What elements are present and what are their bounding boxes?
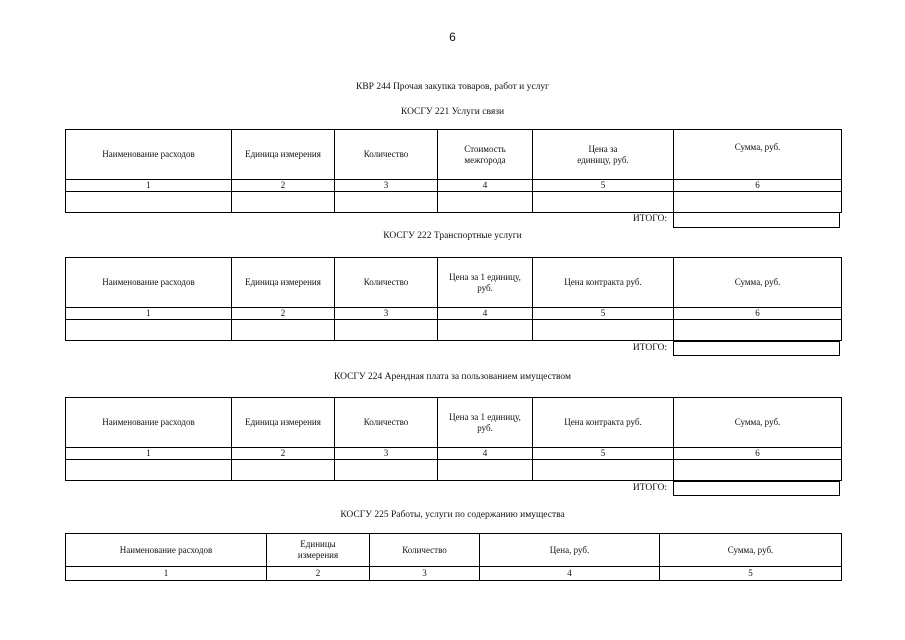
header-cell: Цена контракта руб. (533, 258, 674, 308)
header-cell: Количество (370, 534, 480, 567)
table-221-number-row (66, 180, 842, 192)
header-cell: Количество (335, 398, 438, 448)
table-row (66, 460, 842, 481)
table-cell (335, 192, 438, 213)
header-cell: Количество (335, 258, 438, 308)
table-221-header-row (66, 130, 842, 180)
column-number: 2 (267, 567, 370, 581)
header-cell: Сумма, руб. (674, 258, 842, 308)
header-cell: Цена за 1 единицу, руб. (438, 258, 533, 308)
table-cell (232, 320, 335, 341)
column-number: 3 (370, 567, 480, 581)
table-225 (65, 533, 842, 581)
column-number: 3 (335, 180, 438, 192)
header-cell: Количество (335, 130, 438, 180)
column-number: 4 (438, 308, 533, 320)
section-222-title: КОСГУ 222 Транспортные услуги (383, 231, 522, 241)
table-225-number-row (66, 567, 842, 581)
column-number: 1 (66, 308, 232, 320)
table-224-number-row (66, 448, 842, 460)
table-221 (65, 129, 842, 213)
total-label: ИТОГО: (632, 343, 667, 353)
table-cell (438, 192, 533, 213)
total-value-box (673, 212, 840, 228)
column-number: 1 (66, 567, 267, 581)
column-number: 5 (660, 567, 842, 581)
header-cell: Единицы измерения (267, 534, 370, 567)
header-cell: Цена, руб. (480, 534, 660, 567)
table-224 (65, 397, 842, 481)
header-cell: Единица измерения (232, 258, 335, 308)
column-number: 5 (533, 448, 674, 460)
table-cell (533, 320, 674, 341)
table-cell (335, 320, 438, 341)
column-number: 6 (674, 180, 842, 192)
table-cell (66, 320, 232, 341)
header-cell: Единица измерения (232, 398, 335, 448)
header-cell: Сумма, руб. (674, 130, 842, 180)
table-cell (533, 192, 674, 213)
table-cell (438, 460, 533, 481)
table-cell (232, 460, 335, 481)
header-cell: Единица измерения (232, 130, 335, 180)
total-value-box (673, 481, 840, 496)
column-number: 3 (335, 308, 438, 320)
section-221-title: КОСГУ 221 Услуги связи (400, 107, 505, 117)
column-number: 6 (674, 448, 842, 460)
table-222-header-row (66, 258, 842, 308)
header-cell: Наименование расходов (66, 258, 232, 308)
table-cell (438, 320, 533, 341)
column-number: 5 (533, 180, 674, 192)
header-cell: Наименование расходов (66, 398, 232, 448)
table-225-header-row (66, 534, 842, 567)
page-number: 6 (449, 30, 456, 44)
column-number: 4 (438, 448, 533, 460)
header-cell: Наименование расходов (66, 534, 267, 567)
column-number: 4 (438, 180, 533, 192)
table-cell (335, 460, 438, 481)
header-cell: Цена контракта руб. (533, 398, 674, 448)
table-row (66, 192, 842, 213)
column-number: 2 (232, 180, 335, 192)
total-label: ИТОГО: (632, 483, 667, 493)
header-cell: Наименование расходов (66, 130, 232, 180)
header-cell: Сумма, руб. (674, 398, 842, 448)
table-cell (232, 192, 335, 213)
table-cell (66, 460, 232, 481)
table-row (66, 320, 842, 341)
table-222-number-row (66, 308, 842, 320)
section-225-title: КОСГУ 225 Работы, услуги по содержанию имущества (340, 510, 565, 520)
header-cell: Стоимость межгорода (438, 130, 533, 180)
total-label: ИТОГО: (632, 214, 667, 224)
table-cell (533, 460, 674, 481)
column-number: 1 (66, 448, 232, 460)
column-number: 5 (533, 308, 674, 320)
table-cell (674, 320, 842, 341)
table-cell (66, 192, 232, 213)
header-cell: Цена за 1 единицу, руб. (438, 398, 533, 448)
column-number: 1 (66, 180, 232, 192)
table-cell (674, 192, 842, 213)
section-224-title: КОСГУ 224 Арендная плата за пользованием имуществом (334, 372, 571, 382)
column-number: 3 (335, 448, 438, 460)
table-222 (65, 257, 842, 341)
column-number: 2 (232, 308, 335, 320)
column-number: 4 (480, 567, 660, 581)
total-value-box (673, 341, 840, 356)
column-number: 6 (674, 308, 842, 320)
table-cell (674, 460, 842, 481)
header-cell: Цена за единицу, руб. (533, 130, 674, 180)
kvr-title: КВР 244 Прочая закупка товаров, работ и услуг (355, 82, 549, 92)
header-cell: Сумма, руб. (660, 534, 842, 567)
column-number: 2 (232, 448, 335, 460)
table-224-header-row (66, 398, 842, 448)
